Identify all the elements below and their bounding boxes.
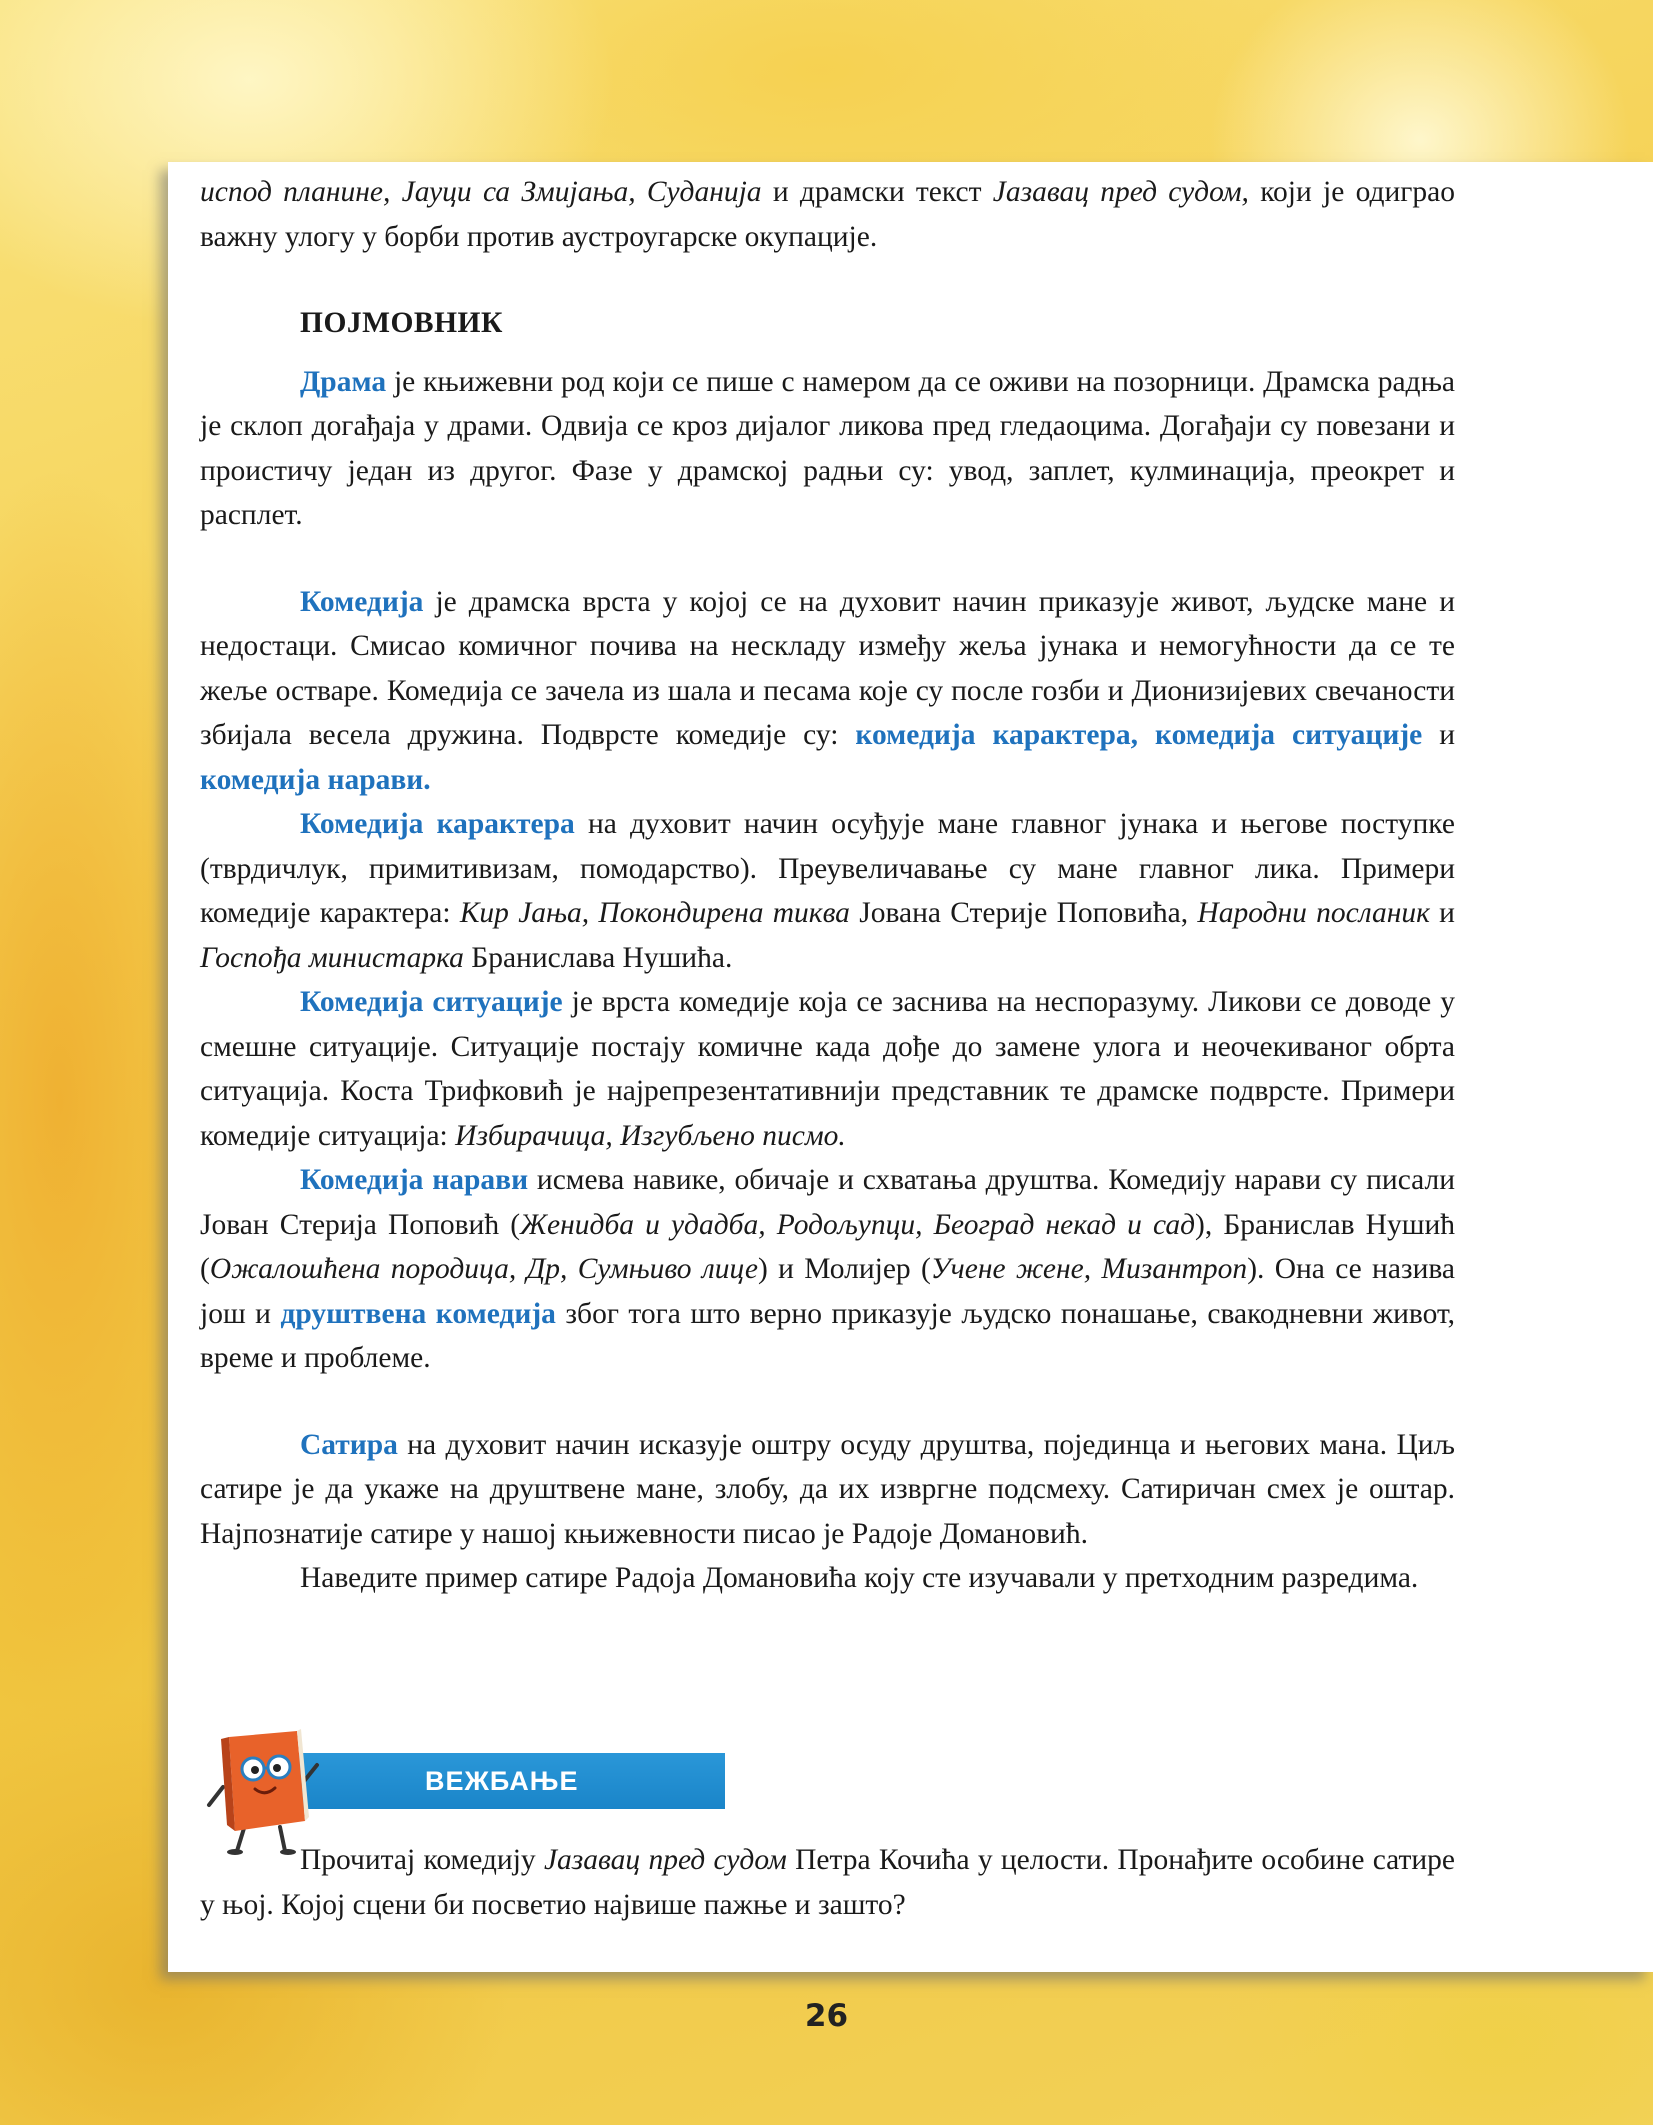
intro-mid: и драмски текст xyxy=(761,176,993,208)
task-title: Јазавац пред судом xyxy=(543,1844,787,1876)
manners-comedy-ex2: Ожалошћена породица, Др, Сумњиво лице xyxy=(209,1253,759,1285)
main-text xyxy=(200,170,1455,1601)
intro-paragraph xyxy=(200,170,1455,259)
manners-comedy-t1: ), Бранислав Нушић ( xyxy=(200,1208,1455,1285)
manners-comedy-text: исмева навике, обичаје и схватања друштва. Комедију нарави су писали Јован Стерија Поповић ( xyxy=(200,1164,1456,1241)
situation-comedy-text: је врста комедије која се заснива на неспоразуму. Ликови се доводе у смешне ситуације. Ситуације постају комичне када дође до замене улога и неочекиваног обрта ситуација. Коста Трифковић је најрепрезентативнији представник те драмске подврсте. Примери комедије ситуација: xyxy=(200,986,1455,1152)
intro-end: који је одиграо важну улогу у борби против аустроугарске окупације. xyxy=(200,176,1455,253)
manners-comedy-ex3: Учене жене, Мизантроп xyxy=(930,1253,1248,1285)
drama-paragraph xyxy=(200,360,1455,538)
situation-comedy-paragraph xyxy=(200,980,1455,1158)
character-comedy-paragraph xyxy=(200,802,1455,980)
intro-works: испод планине, Јауци са Змијања, Суданија xyxy=(200,176,762,208)
term-character-comedy: Комедија карактера xyxy=(300,808,575,840)
comedy-subtypes-b: комедија нарави. xyxy=(200,763,431,796)
manners-comedy-t2: ) и Молијер ( xyxy=(758,1253,931,1285)
manners-comedy-paragraph xyxy=(200,1158,1455,1381)
manners-comedy-t3: ). Она се назива још и xyxy=(200,1253,1455,1330)
term-social-comedy: друштвена комедија xyxy=(280,1297,556,1330)
comedy-subtypes-a: комедија карактера, комедија ситуације xyxy=(855,719,1423,751)
term-manners-comedy: Комедија нарави xyxy=(300,1164,529,1196)
satire-paragraph xyxy=(200,1423,1455,1557)
situation-comedy-examples: Избирачица, Изгубљено писмо. xyxy=(455,1119,846,1152)
comedy-paragraph xyxy=(200,580,1455,803)
term-situation-comedy: Комедија ситуације xyxy=(300,986,563,1018)
book-mascot-icon xyxy=(205,1725,325,1855)
character-comedy-ex3: Госпођа министарка xyxy=(200,941,464,974)
satire-text: на духовит начин исказује оштру осуду друштва, појединца и његових мана. Циљ сатире је да укаже на друштвене мане, злобу, да их извргне подсмеху. Сатиричан смех је оштар. Најпознатије сатире у нашој књижевности писао је Радоје Домановић. xyxy=(200,1428,1455,1550)
exercise-label: ВЕЖБАЊЕ xyxy=(275,1753,725,1809)
page-number: 26 xyxy=(804,1998,849,2034)
task-a: Прочитај комедију xyxy=(300,1844,544,1876)
term-satire: Сатира xyxy=(300,1428,398,1461)
drama-text: је књижевни род који се пише с намером да се оживи на позорници. Драмска радња је склоп догађаја у драми. Одвија се кроз дијалог ликова пред гледаоцима. Догађаји су повезани и проистичу један из другог. Фазе у драмској радњи су: увод, заплет, кулминација, преокрет и расплет. xyxy=(200,365,1455,531)
manners-comedy-ex1: Женидба и удадба, Родољупци, Београд некад и сад xyxy=(520,1208,1196,1241)
character-comedy-ex2: Народни посланик xyxy=(1197,897,1430,929)
intro-title: Јазавац пред судом, xyxy=(992,176,1249,208)
comedy-and: и xyxy=(1422,719,1455,751)
glossary-heading: ПОЈМОВНИК xyxy=(300,307,503,339)
comedy-text: је драмска врста у којој се на духовит начин приказује живот, људске мане и недостаци. Смисао комичног почива на нескладу између жеља јунака и немогућности да се те жеље остваре. Комедија се зачела из шала и песама које су после гозби и Дионизијевих свечаности збијала весела дружина. Подврсте комедије су: xyxy=(200,585,1455,751)
character-comedy-t3: Бранислава Нушића. xyxy=(463,941,733,974)
task-b: Петра Кочића у целости. Пронађите особине сатире у њој. Којој сцени би посветио највише пажње и зашто? xyxy=(200,1844,1456,1921)
task-paragraph xyxy=(200,1838,1455,1927)
character-comedy-text: на духовит начин осуђује мане главног јунака и његове поступке (тврдичлук, примитивизам, помодарство). Преувеличавање су мане главног лика. Примери комедије карактера: xyxy=(200,808,1455,929)
exercise-task xyxy=(200,1838,1455,1927)
exercise-header xyxy=(205,1725,725,1815)
term-comedy: Комедија xyxy=(300,585,424,618)
character-comedy-ex1: Кир Јања, Покондирена тиква xyxy=(459,897,850,929)
term-drama: Драма xyxy=(300,365,387,398)
manners-comedy-t4: због тога што верно приказује људско понашање, свакодневни живот, време и проблеме. xyxy=(200,1297,1456,1374)
character-comedy-t2: и xyxy=(1429,897,1455,929)
character-comedy-t1: Јована Стерије Поповића, xyxy=(849,897,1198,929)
satire-question: Наведите пример сатире Радоја Домановића коју сте изучавали у претходним разредима. xyxy=(300,1562,1419,1594)
